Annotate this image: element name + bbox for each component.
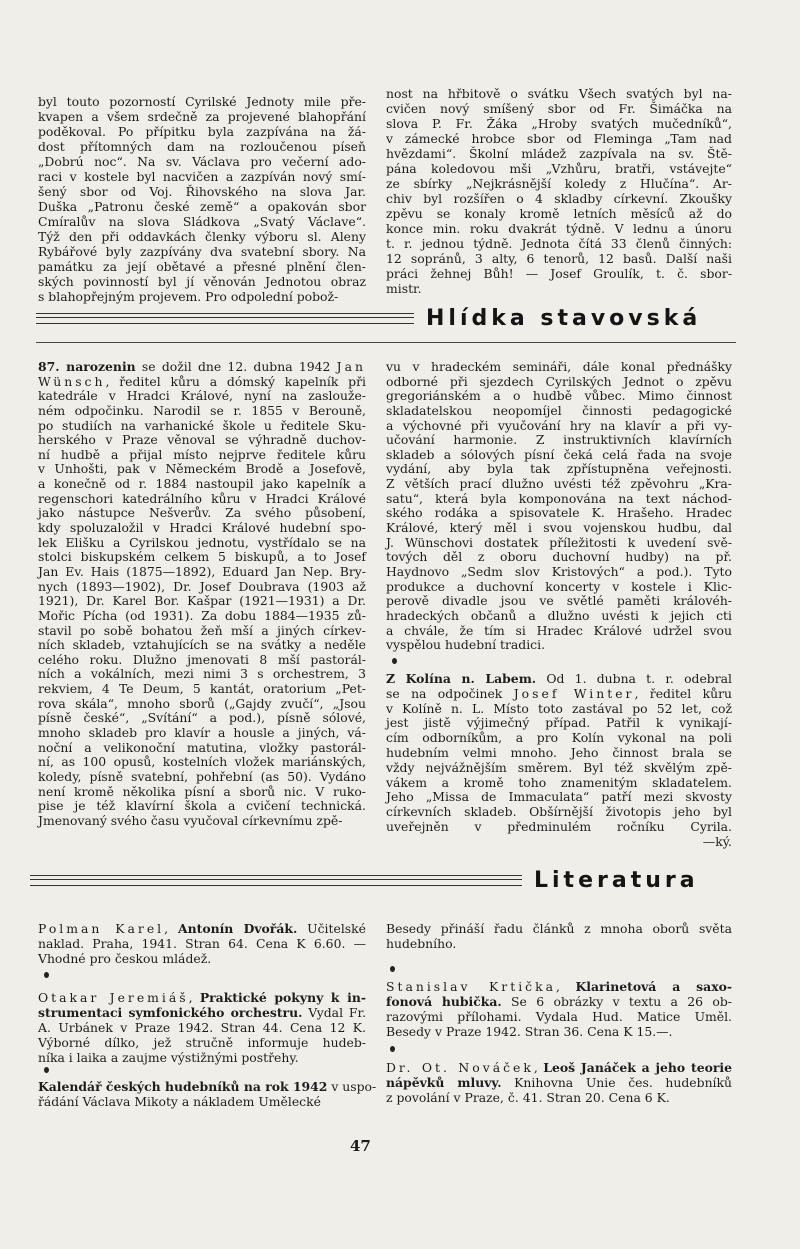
text-line: pána koledovou mši „Vzhůru, bratři, vstávejte“ bbox=[386, 161, 732, 176]
text-line bbox=[386, 994, 732, 1009]
text-segment: , bbox=[164, 921, 178, 936]
text-line: Cmíralův na slova Sládkova „Svatý Václave“. bbox=[38, 214, 366, 229]
text-line: Jeho „Missa de Immaculata“ patří mezi skvosty bbox=[386, 789, 732, 805]
text-line: uveřejněn v předminulém ročníku Cyrila. bbox=[386, 818, 732, 834]
text-line: z povolání v Praze, č. 41. Stran 20. Cena 6 K. bbox=[386, 1090, 670, 1105]
text-line bbox=[386, 687, 732, 702]
text-line: hudebním velmi mnoho. Jeho činnost brala se bbox=[386, 744, 732, 760]
text-line: byl touto pozorností Cyrilské Jednoty mile pře- bbox=[38, 94, 366, 109]
review-krticka bbox=[386, 979, 732, 1039]
text-line: nych (1893—1902), Dr. Josef Doubrava (1903 až bbox=[38, 578, 366, 594]
bold-text: nápěvků mluvy. bbox=[386, 1075, 502, 1090]
text-segment: Od 1. dubna t. r. odebral bbox=[536, 671, 732, 686]
text-segment: , bbox=[188, 990, 200, 1005]
bold-text: Leoš Janáček a jeho teorie bbox=[543, 1060, 732, 1075]
text-line: vyspělou hudební tradici. bbox=[386, 637, 546, 653]
review-kalendar bbox=[38, 1079, 377, 1109]
text-line: ních skladeb, vztahujících se na svátky a neděle bbox=[38, 637, 366, 653]
bold-text: Praktické pokyny k in- bbox=[199, 990, 366, 1005]
text-line: Besedy v Praze 1942. Stran 36. Cena K 15.—. bbox=[386, 1024, 673, 1039]
text-line: „Dobrú noc“. Na sv. Václava pro večerní ado- bbox=[38, 154, 366, 169]
text-line: řádání Václava Mikoty a nákladem Umělecké bbox=[38, 1094, 321, 1109]
text-segment: se dožil dne 12. dubna 1942 bbox=[135, 359, 337, 374]
text-line bbox=[386, 1075, 732, 1090]
text-line: stavil po sobě bohatou žeň mší a jiných církev- bbox=[38, 622, 366, 638]
spaced-name: Josef Winter bbox=[513, 685, 635, 701]
section-header-literatura bbox=[30, 868, 736, 893]
text-line: Jmenovaný svého času vyučoval církevnímu zpě- bbox=[38, 812, 343, 828]
text-line: skladatelskou neopomíjel činnosti pedagogické bbox=[386, 402, 732, 418]
text-line: hudebního. bbox=[386, 936, 457, 951]
page-number: 47 bbox=[350, 1137, 371, 1155]
text-line bbox=[38, 375, 366, 390]
text-segment: Učitelské bbox=[297, 921, 366, 936]
review-novacek bbox=[386, 1060, 732, 1105]
text-line: v Kolíně n. L. Místo toto zastával po 52 let, což bbox=[386, 700, 732, 716]
text-line bbox=[38, 1005, 366, 1020]
text-line: v zámecké hrobce sbor od Fleminga „Tam nad bbox=[386, 131, 732, 146]
text-line: hradeckých občanů a dlužno uvésti k jejich cti bbox=[386, 607, 732, 623]
spaced-name: Otakar Jeremiáš bbox=[38, 990, 189, 1005]
text-line: raci v kostele byl nacvičen a zazpíván nový smí- bbox=[38, 169, 366, 184]
text-line: konce min. roku dvakrát týdně. V lednu a únoru bbox=[386, 221, 732, 236]
text-line: ních a vokálních, mezi nimi 3 s orchestrem, 3 bbox=[38, 666, 366, 682]
text-line: mistr. bbox=[386, 281, 422, 296]
text-line: Jan Ev. Hais (1875—1892), Eduard Jan Nep. Bry- bbox=[38, 563, 366, 579]
text-line: ských povinností byl jí věnován Jednotou obraz bbox=[38, 274, 366, 289]
article-kolin bbox=[386, 672, 732, 850]
text-line: a výchovné při vyučování hry na klavír a při vy- bbox=[386, 417, 732, 433]
text-line: zpěvu se konaly kromě letních měsíců až do bbox=[386, 206, 732, 221]
text-line bbox=[38, 1079, 377, 1094]
text-line: ném odpočinku. Narodil se r. 1855 v Berouně, bbox=[38, 402, 366, 418]
text-line: koledy, písně svatební, pohřební (as 50). Vydáno bbox=[38, 768, 366, 784]
text-line: jest jistě výjimečný případ. Patřil k vynikají- bbox=[386, 715, 732, 731]
text-line: v Unhošti, pak v Německém Brodě a Josefově, bbox=[38, 461, 366, 477]
article-continuation-left bbox=[38, 94, 366, 304]
text-line: šený sbor od Voj. Řihovského na slova Jar. bbox=[38, 184, 366, 199]
text-segment: se na odpočinek bbox=[386, 685, 514, 701]
bold-text: Kalendář českých hudebníků na rok 1942 bbox=[38, 1079, 328, 1094]
text-line: cvičen nový smíšený sbor od Fr. Šimáčka na bbox=[386, 101, 732, 116]
text-line: ní hudbě a přijal místo nejprve ředitele kůru bbox=[38, 446, 366, 462]
text-line: chiv byl rozšířen o 4 skladby církevní. Zkoušky bbox=[386, 191, 732, 206]
text-segment: , bbox=[533, 1060, 544, 1075]
text-line: rekviem, 4 Te Deum, 5 kantát, oratorium „Pet- bbox=[38, 681, 366, 697]
spaced-name: Wünsch bbox=[38, 373, 106, 389]
section-title: Literatura bbox=[534, 868, 699, 893]
text-line: skladeb a sólových písní čeká celá řada na svoje bbox=[386, 446, 732, 462]
text-line: regenschori katedrálního kůru v Hradci Králové bbox=[38, 490, 366, 506]
section-title: Hlídka stavovská bbox=[426, 306, 702, 331]
text-line: herského v Praze věnoval se výhradně duchov- bbox=[38, 432, 366, 448]
text-line: ze sbírky „Nejkrásnější koledy z Hlučína“. Ar- bbox=[386, 176, 732, 191]
text-line: —ký. bbox=[702, 833, 732, 849]
bold-text: Klarinetová a saxo- bbox=[575, 979, 732, 994]
text-line: lek Elišku a Cyrilskou jednotu, vystřídalo se na bbox=[38, 534, 366, 550]
text-line: a konečně od r. 1884 nastoupil jako kapelník a bbox=[38, 476, 366, 492]
text-line: satu“, která byla komponována na text náchod- bbox=[386, 490, 732, 506]
review-jeremias bbox=[38, 990, 366, 1065]
text-line: celého roku. Dlužno jmenovati 8 mší pastorál- bbox=[38, 651, 366, 667]
article-wunsch bbox=[38, 360, 366, 829]
decorative-rules bbox=[30, 875, 522, 886]
text-line: památku za její obětavé a přesné plnění člen- bbox=[38, 259, 366, 274]
text-line: rova skála“, mnoho sborů („Gajdy zvučí“, „Jsou bbox=[38, 695, 366, 711]
text-line: Besedy přináší řadu článků z mnoha oborů světa bbox=[386, 921, 732, 936]
decorative-rules bbox=[36, 313, 414, 324]
text-line: hvězdami“. Školní mládež zazpívala na sv. Ště- bbox=[386, 146, 732, 161]
review-kalendar-continued bbox=[386, 921, 732, 951]
text-line: písně české“, „Svítání“ a pod.), písně sólové, bbox=[38, 710, 366, 726]
text-line: slova P. Fr. Žáka „Hroby svatých mučedníků“, bbox=[386, 116, 732, 131]
text-line: cím odborníkům, a pro Kolín vykonal na poli bbox=[386, 730, 732, 746]
text-line: perově divadle jsou ve světlé paměti královéh- bbox=[386, 593, 732, 609]
section-header-hlidka bbox=[36, 306, 736, 331]
text-line: Z větších prací dlužno uvésti též zpěvohru „Kra- bbox=[386, 476, 732, 492]
text-line bbox=[386, 672, 732, 687]
text-segment: Se 6 obrázky v textu a 26 ob- bbox=[501, 994, 732, 1009]
bullet-separator bbox=[44, 1067, 49, 1073]
text-line: po studiích na varhanické škole u ředitele Sku- bbox=[38, 417, 366, 433]
text-segment: , bbox=[556, 979, 576, 994]
text-line: 12 sopránů, 3 alty, 6 tenorů, 12 basů. Další naši bbox=[386, 251, 732, 266]
text-line: církevních skladeb. Obšírnější životopis jeho byl bbox=[386, 804, 732, 820]
text-line bbox=[386, 1060, 732, 1075]
bullet-separator bbox=[390, 966, 395, 972]
bold-text: 87. narozenin bbox=[38, 359, 136, 374]
text-line bbox=[38, 921, 366, 936]
text-line: Duška „Patronu české země“ a opakován sbor bbox=[38, 199, 366, 214]
text-line: poděkoval. Po přípitku byla zazpívána na žá- bbox=[38, 124, 366, 139]
bold-text: strumentaci symfonického orchestru. bbox=[38, 1005, 303, 1020]
text-segment: Knihovna Unie čes. hudebníků bbox=[501, 1075, 733, 1090]
text-line: učování harmonie. Z instruktivních klavírních bbox=[386, 432, 732, 448]
spaced-name: Stanislav Krtička bbox=[386, 979, 556, 994]
text-line: razovými přílohami. Vydala Hud. Matice Uměl. bbox=[386, 1009, 732, 1024]
text-line: a chvále, že tím si Hradec Králové udržel svou bbox=[386, 622, 732, 638]
text-line: Rybářové byly zazpívány dva svatební sbory. Na bbox=[38, 244, 366, 259]
bullet-separator bbox=[392, 658, 397, 664]
text-segment: Vydal Fr. bbox=[302, 1005, 367, 1020]
text-line: pise je též klavírní škola a cvičení technická. bbox=[38, 798, 366, 814]
text-line: noční a velikonoční matutina, vložky pastorál- bbox=[38, 739, 366, 755]
text-line: níka i laika a zaujme výstižnými postřehy. bbox=[38, 1050, 299, 1065]
text-line: katedrále v Hradci Králové, nyní na zasloužе- bbox=[38, 388, 366, 404]
text-line: mnoho skladeb pro klavír a housle a jiných, vá- bbox=[38, 725, 366, 741]
text-line: s blahopřejným projevem. Pro odpolední pobož- bbox=[38, 289, 339, 304]
review-polman bbox=[38, 921, 366, 966]
text-line: vždy nejvážnějším směrem. Byl též skvělým zpě- bbox=[386, 759, 732, 775]
text-line: jako nástupce Nešverův. Za svého působení, bbox=[38, 505, 366, 521]
text-line: tových děl z oboru duchovní hudby) na př. bbox=[386, 549, 732, 565]
text-line: nost na hřbitově o svátku Všech svatých byl na- bbox=[386, 86, 732, 101]
text-line: kvapen a všem srdečně za projevené blahopřání bbox=[38, 109, 366, 124]
text-line: 1921), Dr. Karel Bor. Kašpar (1921—1931) a Dr. bbox=[38, 593, 366, 609]
spaced-name: Dr. Ot. Nováček bbox=[386, 1060, 534, 1075]
text-line: Mořic Pícha (od 1931). Za dobu 1884—1935 zů- bbox=[38, 607, 366, 623]
text-line: ského rodáka a spisovatele K. Hrašeho. Hradec bbox=[386, 505, 732, 521]
text-line bbox=[386, 979, 732, 994]
bold-text: fonová hubička. bbox=[386, 994, 502, 1009]
text-line: vydání, aby byla tak zpřístupněna veřejnosti. bbox=[386, 461, 732, 477]
spaced-name: Polman Karel bbox=[38, 921, 165, 936]
text-line: Vhodné pro českou mládež. bbox=[38, 951, 212, 966]
text-line: gregoriánském a o hudbě vůbec. Mimo činnost bbox=[386, 388, 732, 404]
text-line: produkce a duchovní koncerty v kostele i Klic- bbox=[386, 578, 732, 594]
text-line: Týž den při oddavkách členky výboru sl. Aleny bbox=[38, 229, 366, 244]
text-line: stolci biskupském celkem 5 biskupů, a to Josef bbox=[38, 549, 366, 565]
text-segment: v uspo- bbox=[327, 1079, 377, 1094]
text-segment: , ředitel kůru bbox=[634, 685, 732, 701]
text-segment: , ředitel kůru a dómský kapelník při bbox=[105, 373, 366, 389]
divider bbox=[36, 342, 736, 343]
article-continuation-right bbox=[386, 86, 732, 296]
text-line bbox=[38, 360, 366, 375]
article-wunsch-continued bbox=[386, 360, 732, 653]
text-line bbox=[38, 990, 366, 1005]
text-line: odborné při sjezdech Cyrilských Jednot o zpěvu bbox=[386, 373, 732, 389]
text-line: není kromě několika písní a sborů nic. V ruko- bbox=[38, 783, 366, 799]
text-line: A. Urbánek v Praze 1942. Stran 44. Cena 12 K. bbox=[38, 1020, 366, 1035]
text-line: práci žehnej Bůh! — Josef Groulík, t. č. sbor- bbox=[386, 266, 732, 281]
bullet-separator bbox=[44, 972, 49, 978]
bullet-separator bbox=[390, 1046, 395, 1052]
spaced-name: Jan bbox=[336, 359, 366, 374]
text-line: Výborné dílko, jež stručně informuje hudeb- bbox=[38, 1035, 366, 1050]
text-line: kdy spoluzaložil v Hradci Králové hudební spo- bbox=[38, 520, 366, 536]
text-line: t. r. jednou týdně. Jednota čítá 33 členů činných: bbox=[386, 236, 732, 251]
text-line: Králové, který měl i svou vojenskou hudbu, dal bbox=[386, 520, 732, 536]
text-line: naklad. Praha, 1941. Stran 64. Cena K 6.60. — bbox=[38, 936, 366, 951]
text-line: dost přítomných dam na rozloučenou píseň bbox=[38, 139, 366, 154]
text-line: vu v hradeckém semináři, dále konal přednášky bbox=[386, 359, 732, 374]
text-line: ní, as 100 opusů, kostelních vložek mariánských, bbox=[38, 754, 366, 770]
text-line: vákem a kromě toho znamenitým skladatelem. bbox=[386, 774, 732, 790]
text-line: Haydnovo „Sedm slov Kristových“ a pod.). Tyto bbox=[386, 563, 732, 579]
bold-text: Z Kolína n. Labem. bbox=[386, 671, 537, 686]
text-line: J. Wünschovi dostatek příležitosti k uvedení svě- bbox=[386, 534, 732, 550]
bold-text: Antonín Dvořák. bbox=[177, 921, 298, 936]
